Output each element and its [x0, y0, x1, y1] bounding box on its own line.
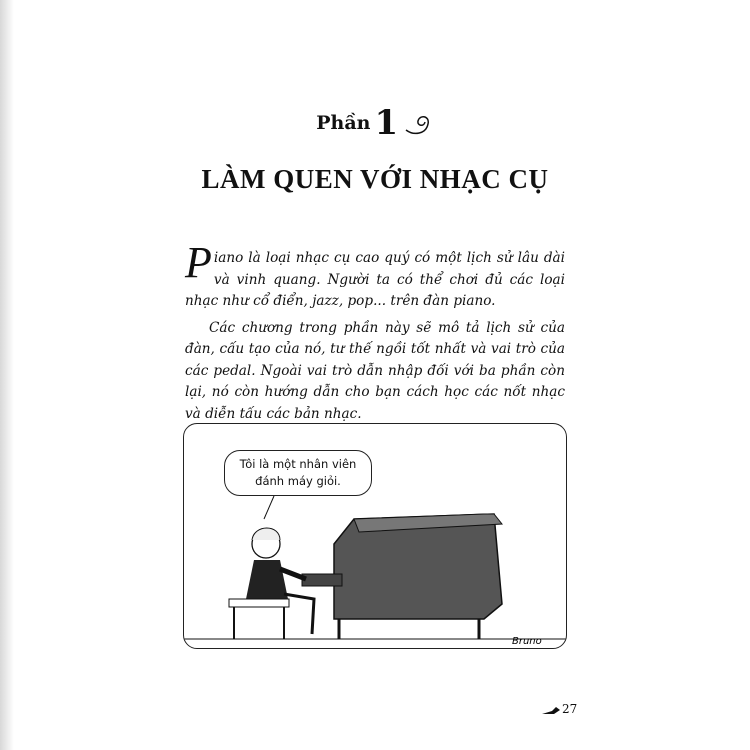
flourish-ornament [404, 108, 434, 138]
part-number: 1 [374, 103, 399, 143]
part-word: Phần [316, 112, 371, 134]
paragraph-1 [185, 238, 565, 313]
paragraph-1-text: iano là loại nhạc cụ cao quý có một lịch sử lâu dài và vinh quang. Người ta có thể chơi đủ các loại nhạc như cổ điển, jazz, pop... trên đàn piano. [185, 250, 565, 309]
intro-text [185, 238, 565, 430]
speech-line-1: Tôi là một nhân viên [239, 457, 357, 471]
paragraph-2: Các chương trong phần này sẽ mô tả lịch sử của đàn, cấu tạo của nó, tư thế ngồi tốt nhất và vai trò của các pedal. Ngoài vai trò dẫn nhập đối với ba phần còn lại, nó còn hướng dẫn cho bạn cách học các nốt nhạc và diễn tấu các bản nhạc. [185, 319, 565, 422]
chapter-title: LÀM QUEN VỚI NHẠC CỤ [201, 164, 549, 194]
speech-line-2: đánh máy giỏi. [255, 474, 341, 488]
drop-cap: P [185, 238, 212, 287]
cartoon-illustration [183, 423, 567, 649]
page-number-text: 27 [562, 702, 578, 716]
part-heading [0, 103, 750, 143]
speech-bubble [224, 450, 372, 496]
artist-signature: Bruno [512, 636, 542, 647]
page-ornament-icon [542, 704, 562, 716]
page-number [542, 702, 577, 716]
